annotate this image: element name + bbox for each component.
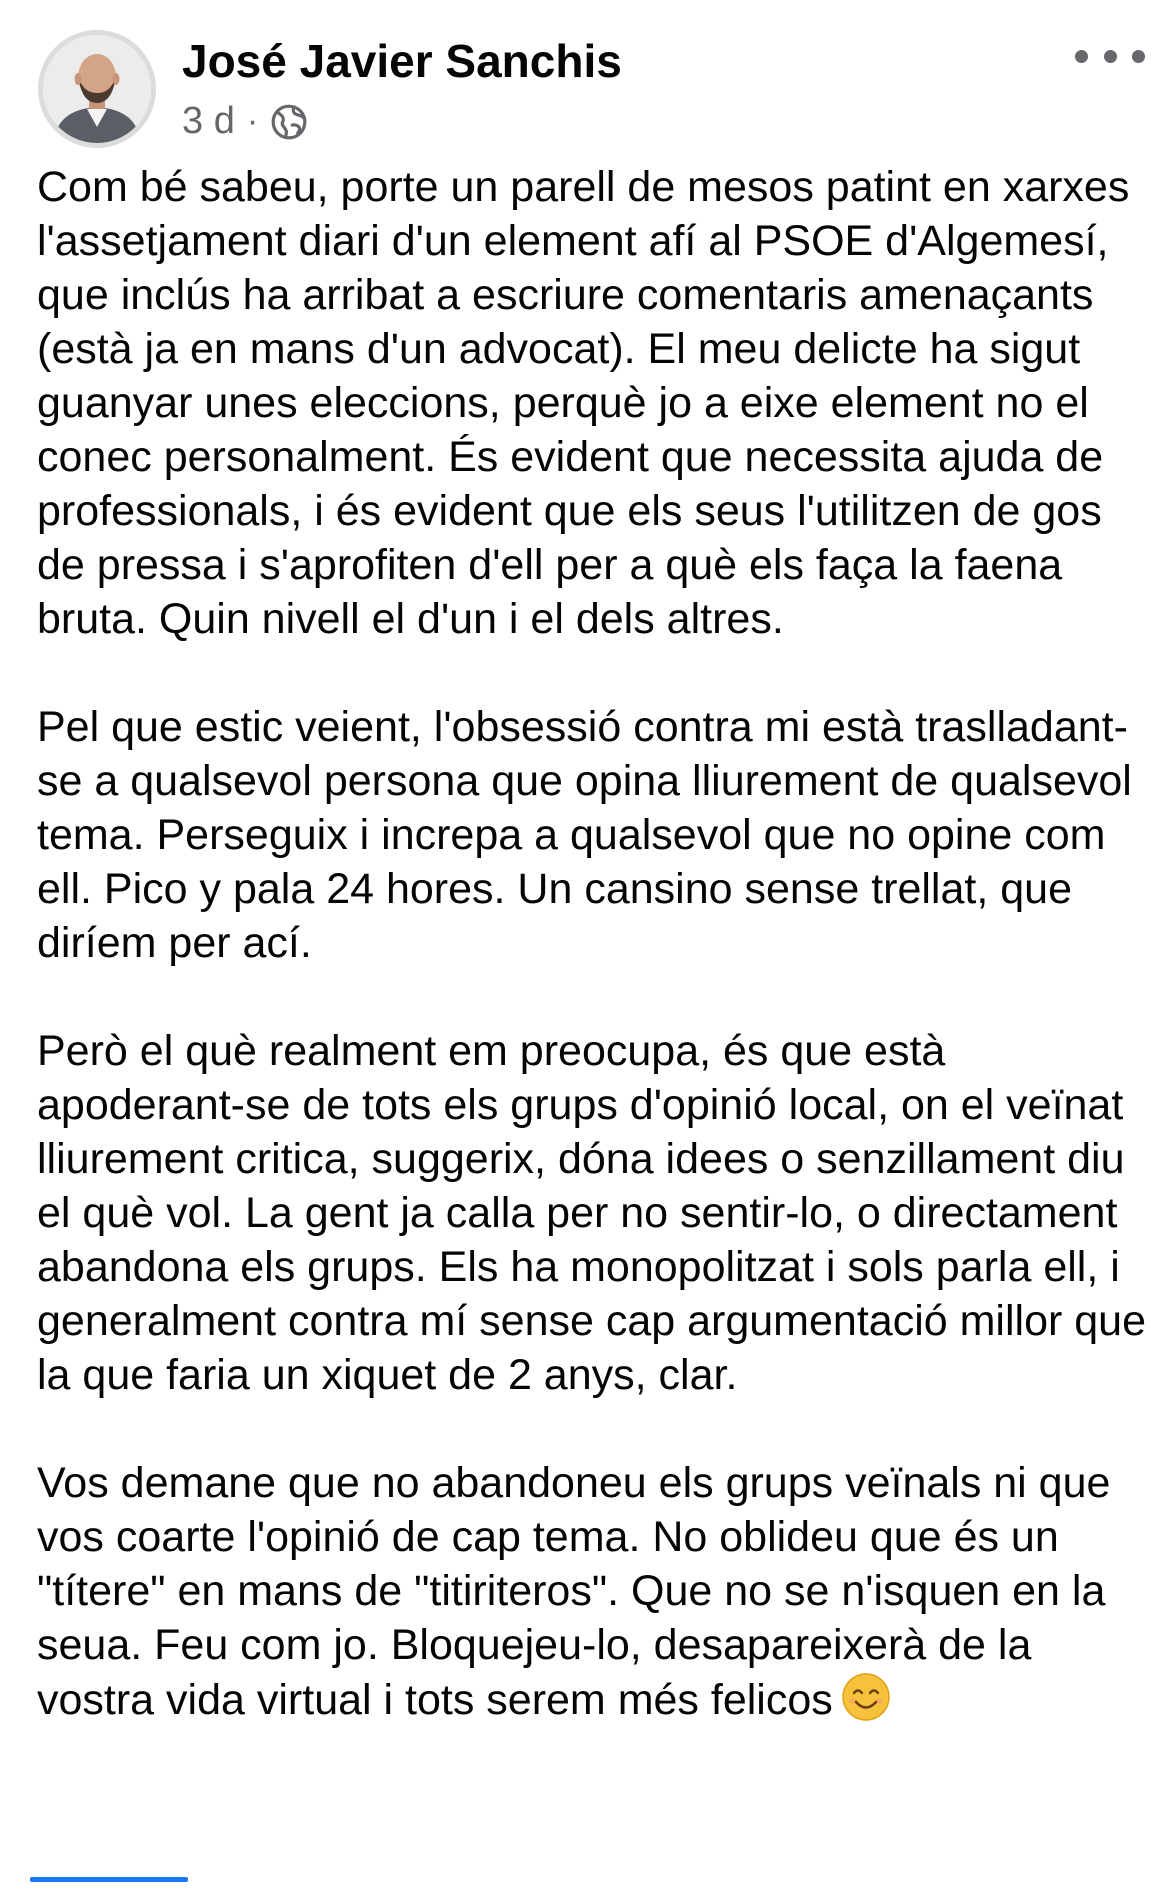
post-text xyxy=(37,160,1157,1727)
author-name[interactable]: José Javier Sanchis xyxy=(182,35,622,87)
post-paragraph-4 xyxy=(37,1456,1157,1727)
post-paragraph-4-text: Vos demane que no abandoneu els grups veïnals ni que vos coarte l'opinió de cap tema. No oblideu que és un "títere" en mans de "titiriteros". Que no se n'isquen en la seua. Feu com jo. Bloquejeu-lo, desapareixerà de la vostra vida virtual i tots serem més felicos xyxy=(37,1459,1111,1724)
smiling-face-emoji-icon xyxy=(841,1672,891,1722)
more-dot xyxy=(1132,50,1145,63)
more-dot xyxy=(1104,50,1117,63)
post-header xyxy=(0,0,1170,150)
more-options-icon[interactable] xyxy=(1075,38,1145,74)
post-paragraph-2: Pel que estic veient, l'obsessió contra mi està traslladant-se a qualsevol persona que opina lliurement de qualsevol tema. Perseguix i increpa a qualsevol que no opine com ell. Pico y pala 24 hores. Un cansino sense trellat, que diríem per ací. xyxy=(37,703,1132,967)
post-paragraph-1: Com bé sabeu, porte un parell de mesos patint en xarxes l'assetjament diari d'un element afí al PSOE d'Algemesí, que inclús ha arribat a escriure comentaris amenaçants (està ja en mans d'un advocat). El meu delicte ha sigut guanyar unes eleccions, perquè jo a eixe element no el conec personalment. És evident que necessita ajuda de professionals, i és evident que els seus l'utilitzen de gos de pressa i s'aprofiten d'ell per a què els faça la faena bruta. Quin nivell el d'un i el dels altres. xyxy=(37,163,1130,643)
meta-separator: · xyxy=(246,102,259,140)
avatar[interactable] xyxy=(38,30,156,148)
post-meta xyxy=(182,100,308,143)
profile-photo xyxy=(43,35,151,143)
scroll-fade xyxy=(0,1862,1170,1890)
post-paragraph-3: Però el què realment em preocupa, és que està apoderant-se de tots els grups d'opinió local, on el veïnat lliurement critica, suggerix, dóna idees o senzillament diu el què vol. La gent ja calla per no sentir-lo, o directament abandona els grups. Els ha monopolitzat i sols parla ell, i generalment contra mí sense cap argumentació millor que la que faria un xiquet de 2 anys, clar. xyxy=(37,1027,1147,1399)
post-timestamp[interactable]: 3 d xyxy=(182,100,235,142)
globe-icon[interactable] xyxy=(270,103,308,141)
more-dot xyxy=(1075,50,1088,63)
see-more-underline xyxy=(30,1877,188,1882)
